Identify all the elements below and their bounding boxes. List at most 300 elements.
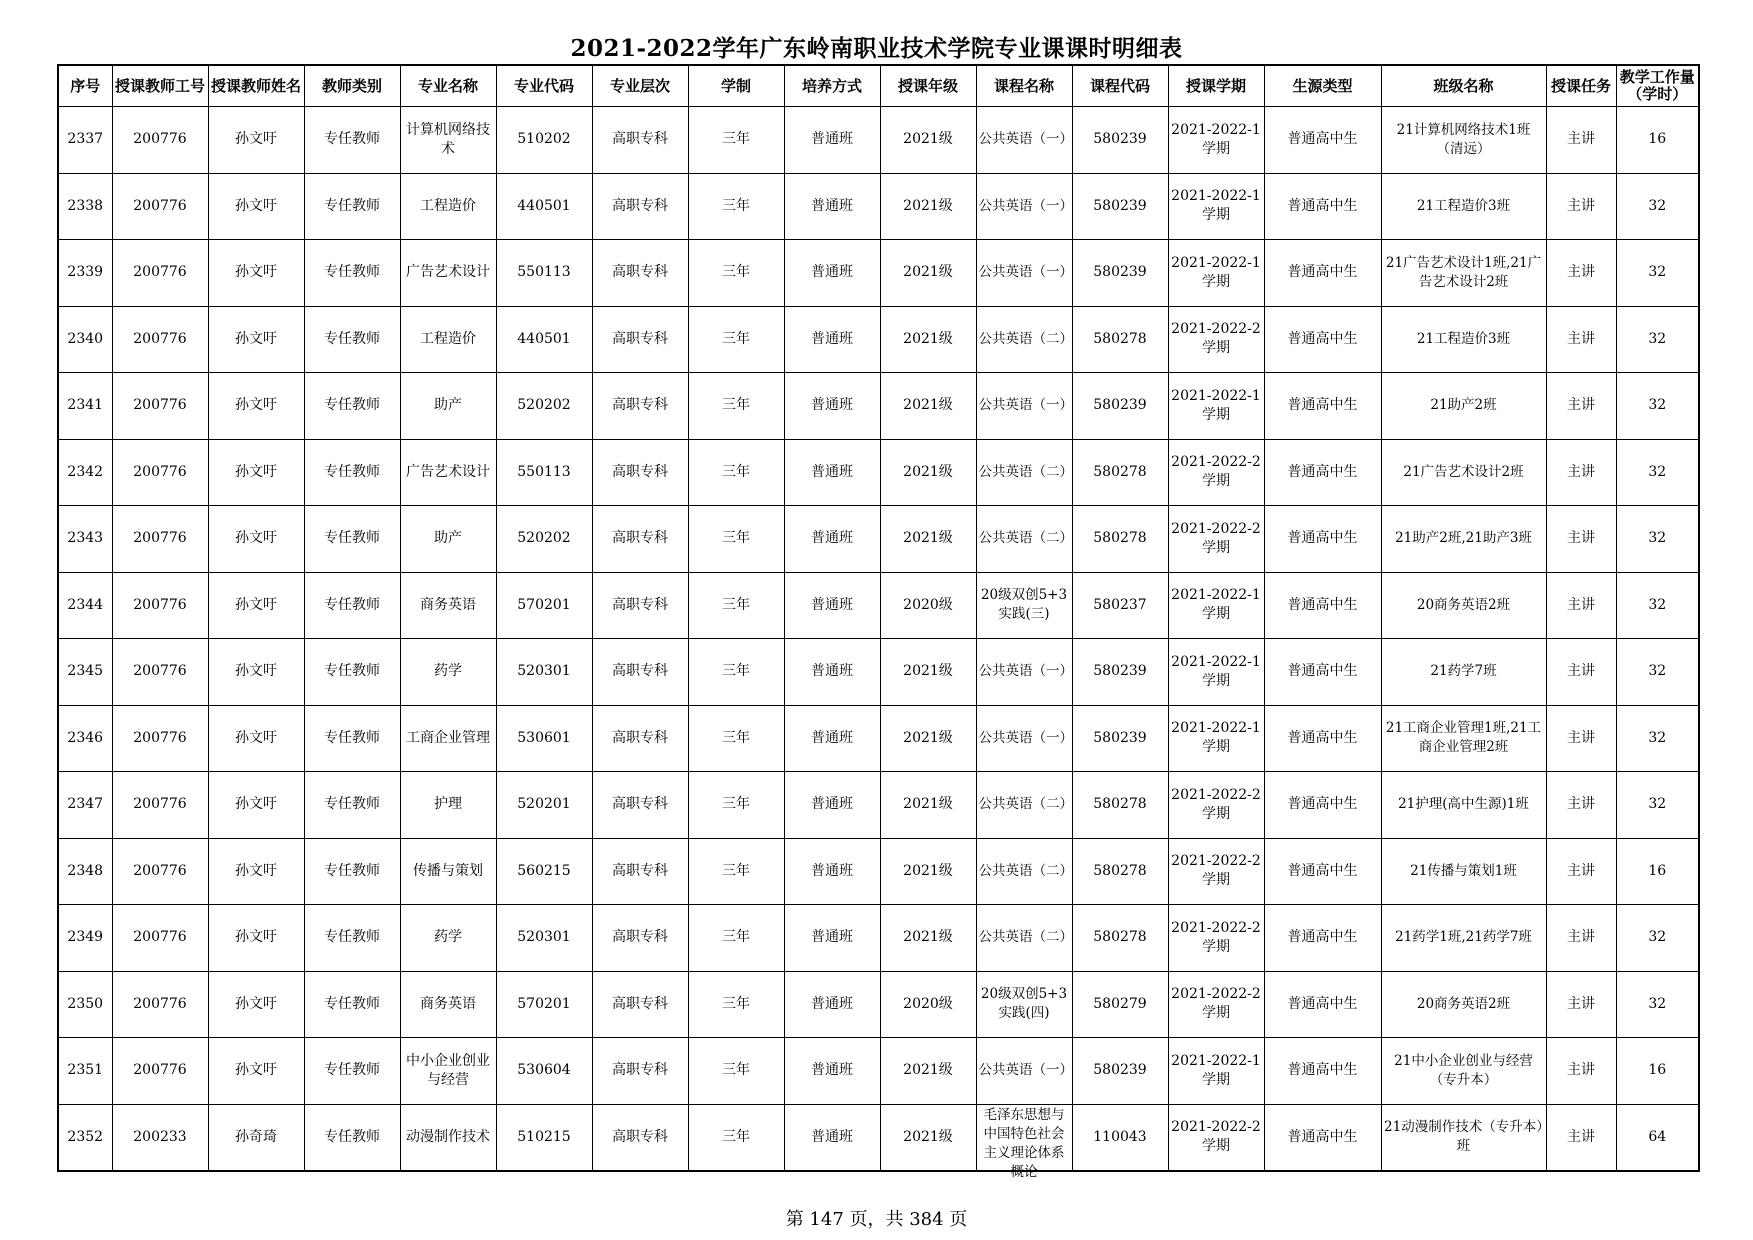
table-cell (1264, 107, 1381, 174)
table-cell (1264, 772, 1381, 839)
cell-text: 普通班 (811, 862, 853, 879)
cell-text: 2021-2022-2学期 (1171, 919, 1261, 955)
cell-text: 主讲 (1567, 1062, 1595, 1079)
cell-text: 高职专科 (612, 530, 668, 547)
table-cell (400, 905, 496, 972)
cell-text: 580278 (1093, 330, 1147, 347)
cell-text: 2021级 (903, 663, 953, 680)
table-cell (1264, 173, 1381, 240)
cell-text: 2348 (67, 862, 104, 879)
table-cell (208, 905, 304, 972)
cell-text: 高职专科 (612, 330, 668, 347)
column-header: 课程代码 (1072, 65, 1168, 107)
cell-text: 2021-2022-1学期 (1171, 121, 1261, 157)
table-cell (1168, 572, 1264, 639)
cell-text: 主讲 (1567, 463, 1595, 480)
cell-text: 580239 (1093, 264, 1147, 281)
cell-text: 560215 (517, 862, 571, 879)
table-cell (1264, 905, 1381, 972)
table-cell (58, 373, 112, 440)
table-cell (208, 838, 304, 905)
table-cell (592, 306, 688, 373)
cell-text: 专任教师 (324, 663, 380, 680)
table-cell (304, 838, 400, 905)
table-cell (112, 107, 208, 174)
cell-text: 高职专科 (612, 1062, 668, 1079)
cell-text: 专任教师 (324, 1062, 380, 1079)
table-cell (304, 306, 400, 373)
table-cell (1381, 506, 1546, 573)
cell-text: 530604 (517, 1062, 571, 1079)
cell-text: 公共英语（一） (978, 729, 1073, 746)
cell-text: 公共英语（二） (978, 463, 1073, 480)
cell-text: 16 (1648, 131, 1667, 148)
cell-text: 2342 (67, 463, 104, 480)
cell-text: 普通班 (811, 1062, 853, 1079)
table-cell (58, 772, 112, 839)
column-header: 授课任务 (1546, 65, 1616, 107)
table-cell (58, 971, 112, 1038)
cell-text: 计算机网络技术 (406, 121, 490, 157)
cell-text: 21广告艺术设计2班 (1403, 463, 1524, 480)
cell-text: 2351 (67, 1062, 104, 1079)
cell-text: 2021级 (903, 397, 953, 414)
table-cell (592, 373, 688, 440)
table-cell (496, 107, 592, 174)
page-title: 2021-2022学年广东岭南职业技术学院专业课课时明细表 (570, 35, 1183, 62)
table-cell (304, 639, 400, 706)
table-cell (1381, 107, 1546, 174)
cell-text: 高职专科 (612, 397, 668, 414)
table-cell (58, 506, 112, 573)
table-cell (592, 971, 688, 1038)
table-cell (1381, 373, 1546, 440)
table-cell (880, 506, 976, 573)
cell-text: 普通班 (811, 330, 853, 347)
column-header: 授课学期 (1168, 65, 1264, 107)
table-cell (1264, 971, 1381, 1038)
cell-text: 200776 (133, 596, 187, 613)
table-cell (1546, 705, 1616, 772)
table-cell (1072, 373, 1168, 440)
cell-text: 580278 (1093, 929, 1147, 946)
cell-text: 440501 (517, 197, 571, 214)
cell-text: 2347 (67, 796, 104, 813)
cell-text: 580237 (1093, 596, 1147, 613)
table-cell (112, 971, 208, 1038)
cell-text: 高职专科 (612, 1128, 668, 1145)
table-cell (1546, 240, 1616, 307)
table-cell (976, 506, 1072, 573)
cell-text: 主讲 (1567, 862, 1595, 879)
table-cell (1616, 107, 1699, 174)
cell-text: 32 (1648, 929, 1667, 946)
column-header: 培养方式 (784, 65, 880, 107)
cell-text: 高职专科 (612, 663, 668, 680)
column-header: 学制 (688, 65, 784, 107)
table-cell (1546, 905, 1616, 972)
cell-text: 普通班 (811, 264, 853, 281)
table-cell (304, 572, 400, 639)
cell-text: 20级双创5+3实践(四) (980, 986, 1068, 1022)
cell-text: 2021-2022-1学期 (1171, 254, 1261, 290)
table-cell (1381, 1038, 1546, 1105)
table-cell (1546, 572, 1616, 639)
table-cell (784, 705, 880, 772)
cell-text: 32 (1648, 995, 1667, 1012)
cell-text: 580279 (1093, 995, 1147, 1012)
cell-text: 21工程造价3班 (1416, 197, 1511, 214)
cell-text: 64 (1648, 1128, 1667, 1145)
table-cell (592, 439, 688, 506)
table-cell (496, 1104, 592, 1171)
cell-text: 580278 (1093, 530, 1147, 547)
table-row (58, 905, 1699, 972)
table-cell (112, 705, 208, 772)
cell-text: 孙文吁 (235, 264, 277, 281)
cell-text: 580278 (1093, 862, 1147, 879)
cell-text: 三年 (722, 862, 750, 879)
cell-text: 200233 (133, 1128, 187, 1145)
table-cell (784, 373, 880, 440)
table-cell (592, 838, 688, 905)
cell-text: 2349 (67, 929, 104, 946)
cell-text: 32 (1648, 796, 1667, 813)
cell-text: 三年 (722, 530, 750, 547)
cell-text: 2343 (67, 530, 104, 547)
table-cell (976, 439, 1072, 506)
cell-text: 助产 (434, 530, 462, 547)
table-cell (496, 772, 592, 839)
table-cell (1168, 240, 1264, 307)
table-cell (112, 639, 208, 706)
table-cell (1264, 240, 1381, 307)
column-header: 授课教师工号 (112, 65, 208, 107)
cell-text: 专任教师 (324, 530, 380, 547)
cell-text: 2021级 (903, 1062, 953, 1079)
table-cell (1546, 107, 1616, 174)
cell-text: 510215 (517, 1128, 571, 1145)
cell-text: 2344 (67, 596, 104, 613)
cell-text: 高职专科 (612, 197, 668, 214)
cell-text: 2021级 (903, 264, 953, 281)
cell-text: 护理 (434, 796, 462, 813)
cell-text: 孙文吁 (235, 197, 277, 214)
table-cell (58, 705, 112, 772)
table-row (58, 772, 1699, 839)
table-row (58, 306, 1699, 373)
cell-text: 公共英语（一） (978, 397, 1073, 414)
cell-text: 550113 (517, 463, 571, 480)
table-cell (208, 173, 304, 240)
table-cell (880, 639, 976, 706)
cell-text: 主讲 (1567, 995, 1595, 1012)
cell-text: 工程造价 (420, 197, 476, 214)
cell-text: 专任教师 (324, 929, 380, 946)
cell-text: 公共英语（一） (978, 131, 1073, 148)
cell-text: 570201 (517, 596, 571, 613)
table-cell (1381, 838, 1546, 905)
table-cell (1546, 306, 1616, 373)
table-cell (1616, 373, 1699, 440)
table-cell (208, 107, 304, 174)
cell-text: 孙文吁 (235, 1062, 277, 1079)
table-cell (112, 572, 208, 639)
cell-text: 专任教师 (324, 397, 380, 414)
table-row (58, 572, 1699, 639)
table-cell (688, 306, 784, 373)
cell-text: 32 (1648, 264, 1667, 281)
cell-text: 200776 (133, 131, 187, 148)
cell-text: 动漫制作技术 (406, 1128, 490, 1145)
table-cell (1264, 639, 1381, 706)
table-cell (976, 572, 1072, 639)
table-cell (496, 439, 592, 506)
table-cell (976, 1038, 1072, 1105)
cell-text: 孙文吁 (235, 929, 277, 946)
table-cell (784, 971, 880, 1038)
cell-text: 2021级 (903, 330, 953, 347)
table-cell (1381, 772, 1546, 839)
cell-text: 高职专科 (612, 596, 668, 613)
table-cell (400, 971, 496, 1038)
table-cell (1168, 639, 1264, 706)
table-cell (304, 905, 400, 972)
cell-text: 孙文吁 (235, 729, 277, 746)
cell-text: 公共英语（一） (978, 197, 1073, 214)
table-cell (112, 173, 208, 240)
table-cell (688, 173, 784, 240)
table-cell (400, 1104, 496, 1171)
cell-text: 21助产2班 (1430, 397, 1497, 414)
cell-text: 专任教师 (324, 330, 380, 347)
table-cell (496, 705, 592, 772)
cell-text: 21护理(高中生源)1班 (1398, 796, 1529, 813)
cell-text: 21广告艺术设计1班,21广告艺术设计2班 (1385, 254, 1542, 290)
cell-text: 主讲 (1567, 530, 1595, 547)
cell-text: 200776 (133, 729, 187, 746)
cell-text: 广告艺术设计 (406, 463, 490, 480)
table-cell (112, 772, 208, 839)
cell-text: 200776 (133, 264, 187, 281)
table-cell (880, 838, 976, 905)
column-header: 教学工作量（学时） (1616, 65, 1699, 107)
table-cell (1546, 439, 1616, 506)
table-cell (1381, 1104, 1546, 1171)
table-cell (688, 107, 784, 174)
cell-text: 普通高中生 (1287, 197, 1358, 214)
table-cell (688, 905, 784, 972)
cell-text: 公共英语（一） (978, 663, 1073, 680)
cell-text: 专任教师 (324, 197, 380, 214)
table-cell (880, 439, 976, 506)
cell-text: 普通高中生 (1287, 663, 1358, 680)
cell-text: 普通班 (811, 663, 853, 680)
table-cell (688, 1038, 784, 1105)
cell-text: 三年 (722, 729, 750, 746)
table-cell (112, 1104, 208, 1171)
column-header: 授课教师姓名 (208, 65, 304, 107)
table-cell (784, 1104, 880, 1171)
table-cell (1381, 639, 1546, 706)
table-cell (304, 506, 400, 573)
table-row (58, 1038, 1699, 1105)
table-header-row (58, 65, 1699, 107)
table-cell (208, 772, 304, 839)
cell-text: 520202 (517, 397, 571, 414)
cell-text: 孙奇琦 (235, 1128, 277, 1145)
table-cell (1616, 705, 1699, 772)
table-cell (1381, 971, 1546, 1038)
cell-text: 专任教师 (324, 796, 380, 813)
table-cell (880, 905, 976, 972)
cell-text: 药学 (434, 663, 462, 680)
cell-text: 2021-2022-1学期 (1171, 1052, 1261, 1088)
table-cell (208, 1104, 304, 1171)
table-cell (1168, 506, 1264, 573)
table-cell (592, 506, 688, 573)
cell-text: 21工程造价3班 (1416, 330, 1511, 347)
table-cell (400, 772, 496, 839)
table-cell (880, 572, 976, 639)
cell-text: 110043 (1093, 1128, 1147, 1145)
table-cell (592, 572, 688, 639)
column-header: 序号 (58, 65, 112, 107)
table-cell (880, 705, 976, 772)
cell-text: 200776 (133, 397, 187, 414)
table-cell (688, 439, 784, 506)
cell-text: 普通班 (811, 197, 853, 214)
cell-text: 530601 (517, 729, 571, 746)
cell-text: 2021-2022-1学期 (1171, 587, 1261, 623)
column-header: 生源类型 (1264, 65, 1381, 107)
table-row (58, 373, 1699, 440)
cell-text: 520202 (517, 530, 571, 547)
table-cell (400, 173, 496, 240)
cell-text: 三年 (722, 264, 750, 281)
cell-text: 药学 (434, 929, 462, 946)
table-cell (304, 173, 400, 240)
table-row (58, 1104, 1699, 1171)
table-cell (496, 905, 592, 972)
cell-text: 传播与策划 (413, 862, 483, 879)
cell-text: 高职专科 (612, 929, 668, 946)
table-cell (1168, 1104, 1264, 1171)
table-cell (976, 240, 1072, 307)
cell-text: 2341 (67, 397, 104, 414)
cell-text: 32 (1648, 397, 1667, 414)
column-header: 课程名称 (976, 65, 1072, 107)
cell-text: 主讲 (1567, 596, 1595, 613)
column-header: 专业层次 (592, 65, 688, 107)
table-cell (304, 1038, 400, 1105)
cell-text: 公共英语（二） (978, 796, 1073, 813)
table-cell (112, 373, 208, 440)
cell-text: 32 (1648, 330, 1667, 347)
table-cell (1168, 173, 1264, 240)
table-cell (112, 439, 208, 506)
table-cell (496, 240, 592, 307)
table-cell (784, 173, 880, 240)
cell-text: 21药学7班 (1430, 663, 1497, 680)
cell-text: 主讲 (1567, 796, 1595, 813)
cell-text: 孙文吁 (235, 796, 277, 813)
table-cell (496, 373, 592, 440)
table-cell (880, 1038, 976, 1105)
table-cell (304, 1104, 400, 1171)
table-cell (688, 639, 784, 706)
table-cell (1264, 306, 1381, 373)
cell-text: 2021-2022-1学期 (1171, 720, 1261, 756)
table-cell (976, 772, 1072, 839)
table-cell (112, 1038, 208, 1105)
table-cell (784, 240, 880, 307)
table-cell (400, 439, 496, 506)
table-cell (400, 373, 496, 440)
table-cell (208, 639, 304, 706)
table-cell (1616, 240, 1699, 307)
cell-text: 32 (1648, 530, 1667, 547)
cell-text: 公共英语（二） (978, 862, 1073, 879)
cell-text: 三年 (722, 131, 750, 148)
table-cell (304, 373, 400, 440)
cell-text: 21计算机网络技术1班（清远） (1396, 121, 1531, 157)
cell-text: 广告艺术设计 (406, 264, 490, 281)
cell-text: 2021级 (903, 929, 953, 946)
cell-text: 主讲 (1567, 330, 1595, 347)
cell-text: 主讲 (1567, 1128, 1595, 1145)
cell-text: 孙文吁 (235, 463, 277, 480)
cell-text: 200776 (133, 862, 187, 879)
table-cell (496, 173, 592, 240)
table-cell (1616, 1038, 1699, 1105)
cell-text: 21中小企业创业与经营（专升本） (1394, 1052, 1533, 1088)
cell-text: 普通高中生 (1287, 1062, 1358, 1079)
table-row (58, 971, 1699, 1038)
table-cell (784, 1038, 880, 1105)
table-cell (208, 1038, 304, 1105)
table-cell (976, 107, 1072, 174)
cell-text: 580239 (1093, 1062, 1147, 1079)
table-cell (58, 905, 112, 972)
table-cell (208, 240, 304, 307)
table-cell (592, 772, 688, 839)
table-cell (1168, 373, 1264, 440)
cell-text: 专任教师 (324, 596, 380, 613)
cell-text: 孙文吁 (235, 663, 277, 680)
table-cell (1072, 107, 1168, 174)
table-cell (112, 838, 208, 905)
table-cell (208, 373, 304, 440)
cell-text: 普通高中生 (1287, 264, 1358, 281)
table-cell (1381, 572, 1546, 639)
table-cell (208, 506, 304, 573)
cell-text: 三年 (722, 197, 750, 214)
table-cell (784, 439, 880, 506)
table-cell (1264, 1038, 1381, 1105)
table-cell (58, 107, 112, 174)
table-cell (976, 173, 1072, 240)
table-row (58, 439, 1699, 506)
cell-text: 2021-2022-2学期 (1171, 454, 1261, 490)
cell-text: 2021级 (903, 1128, 953, 1145)
cell-text: 2021-2022-1学期 (1171, 188, 1261, 224)
cell-text: 普通班 (811, 995, 853, 1012)
table-cell (1168, 705, 1264, 772)
table-cell (400, 306, 496, 373)
cell-text: 200776 (133, 463, 187, 480)
table-cell (976, 373, 1072, 440)
